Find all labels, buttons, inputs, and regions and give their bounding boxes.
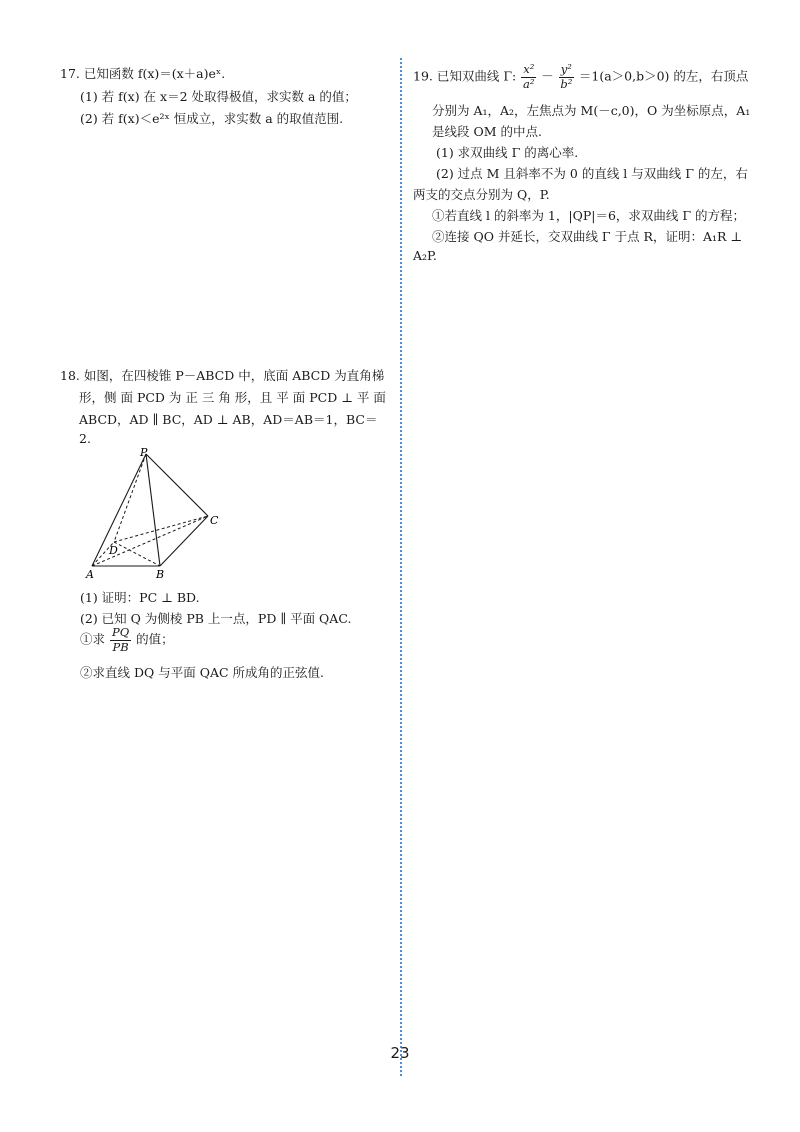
edge-dc-hidden <box>114 516 208 542</box>
label-c: C <box>210 514 219 527</box>
q19-suffix: ＝1(a＞0,b＞0) 的左，右顶点 <box>578 68 749 84</box>
q18-line1: 18. 如图，在四棱锥 P－ABCD 中，底面 ABCD 为直角梯 <box>60 368 385 383</box>
q19-line1 <box>413 64 748 90</box>
pyramid-figure <box>80 446 230 582</box>
q19-minus: － <box>541 68 554 84</box>
edge-bc <box>160 516 208 566</box>
q17-part2: (2) 若 f(x)＜e²ˣ 恒成立，求实数 a 的取值范围. <box>80 111 344 126</box>
ratio-numerator: PQ <box>112 625 130 639</box>
q18-line3: ABCD，AD ∥ BC，AD ⊥ AB，AD＝AB＝1，BC＝ <box>79 412 378 427</box>
label-p: P <box>140 446 148 459</box>
q18-part1: (1) 证明：PC ⊥ BD. <box>80 590 200 605</box>
hyperbola-y-term <box>559 64 574 90</box>
label-b: B <box>156 568 165 581</box>
q19-part2b-line2: A₂P. <box>413 248 437 263</box>
edge-pd-hidden <box>114 454 146 542</box>
diagonal-ac-hidden <box>92 516 208 566</box>
q18-line2: 形，侧 面 PCD 为 正 三 角 形，且 平 面 PCD ⊥ 平 面 <box>79 390 386 405</box>
q19-part1: (1) 求双曲线 Γ 的离心率. <box>436 145 579 160</box>
ratio-denominator: PB <box>112 639 129 654</box>
page-number: 23 <box>390 1044 410 1062</box>
ratio-fraction <box>110 627 131 653</box>
q19-line2: 分别为 A₁，A₂，左焦点为 M(－c,0)，O 为坐标原点，A₁ <box>432 103 751 118</box>
y-term-denominator: b² <box>560 76 573 91</box>
y-term-numerator: y² <box>560 62 572 76</box>
hyperbola-x-term <box>521 64 536 90</box>
q19-part2b-line1: ②连接 QO 并延长，交双曲线 Γ 于点 R，证明：A₁R ⊥ <box>432 229 743 244</box>
q18-part2a <box>80 627 174 653</box>
q18-part2a-prefix: ①求 <box>80 631 106 647</box>
label-a: A <box>86 568 94 581</box>
q18-part2b: ②求直线 DQ 与平面 QAC 所成角的正弦值. <box>80 665 324 680</box>
edge-pc <box>146 454 208 516</box>
q19-part2a: ①若直线 l 的斜率为 1，|QP|＝6，求双曲线 Γ 的方程； <box>432 208 746 223</box>
diagonal-bd-hidden <box>114 542 160 566</box>
q19-part2-line1: (2) 过点 M 且斜率不为 0 的直线 l 与双曲线 Γ 的左，右 <box>436 166 748 181</box>
q19-part2-line2: 两支的交点分别为 Q，P. <box>413 187 550 202</box>
q19-prefix: 19. 已知双曲线 Γ: <box>413 68 517 84</box>
edge-pb <box>146 454 160 566</box>
edge-pa <box>92 454 146 566</box>
x-term-numerator: x² <box>523 62 535 76</box>
q18-part2: (2) 已知 Q 为侧棱 PB 上一点，PD ∥ 平面 QAC. <box>80 611 352 626</box>
q17-stem: 17. 已知函数 f(x)＝(x＋a)eˣ. <box>60 66 226 81</box>
q17-part1: (1) 若 f(x) 在 x＝2 处取得极值，求实数 a 的值； <box>80 89 357 104</box>
q19-line3: 是线段 OM 的中点. <box>432 124 542 139</box>
q18-line4: 2. <box>79 431 91 446</box>
q18-part2a-suffix: 的值； <box>136 631 174 647</box>
column-divider <box>400 58 402 1076</box>
label-d: D <box>109 544 118 557</box>
x-term-denominator: a² <box>523 76 535 91</box>
